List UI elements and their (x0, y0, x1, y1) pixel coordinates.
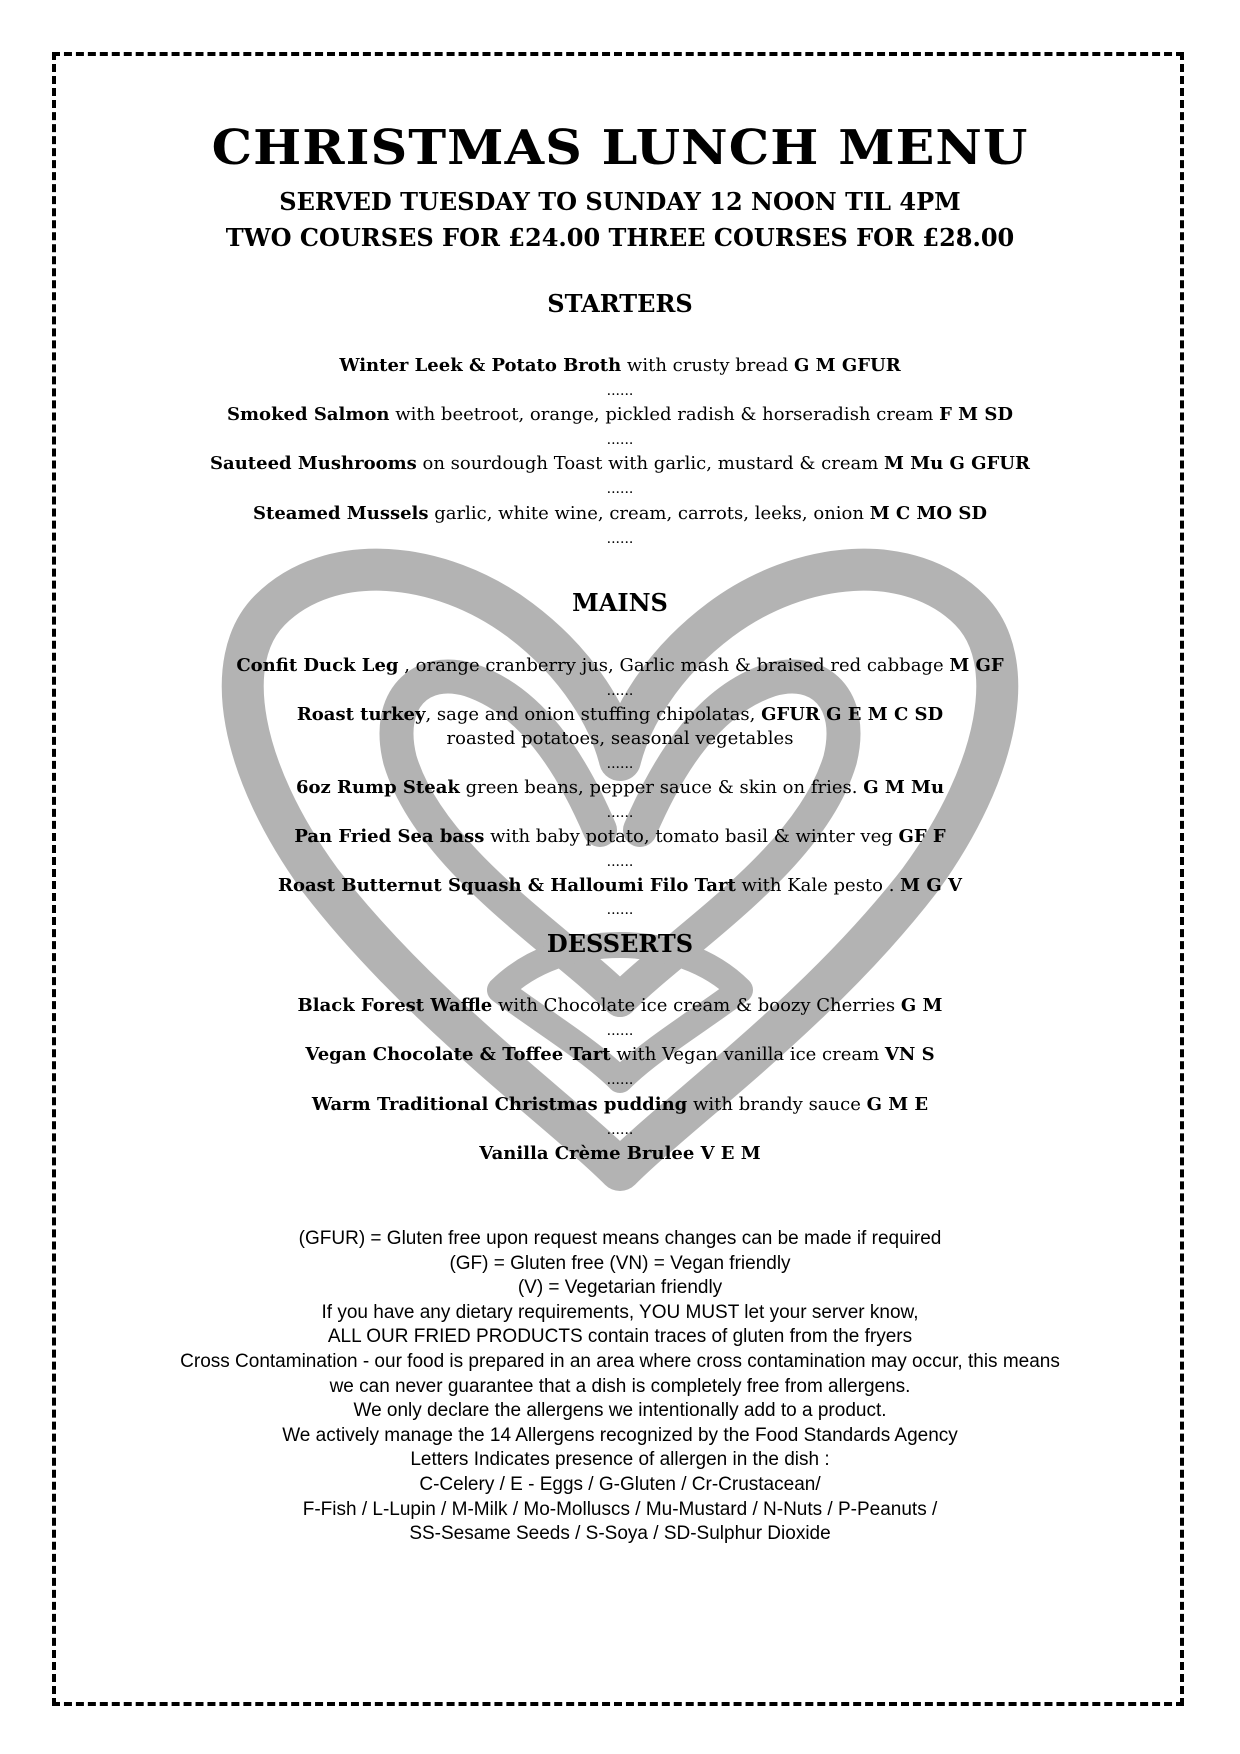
separator: ...... (606, 902, 634, 918)
separator: ...... (606, 1072, 634, 1088)
menu-item (60, 776, 1180, 800)
note-line: (GF) = Gluten free (VN) = Vegan friendly (449, 1252, 791, 1274)
item-description: with baby potato, tomato basil & winter veg (484, 826, 899, 847)
menu-item (60, 1142, 1180, 1166)
allergen-codes: GF F (898, 826, 946, 847)
menu-item (60, 403, 1180, 427)
item-name: Vegan Chocolate & Toffee Tart (305, 1044, 611, 1065)
item-name: Warm Traditional Christmas pudding (311, 1094, 688, 1115)
menu-item (60, 502, 1180, 526)
item-description: with Kale pesto . (735, 875, 901, 896)
allergen-codes: VN S (884, 1044, 935, 1065)
note-line: SS-Sesame Seeds / S-Soya / SD-Sulphur Dioxide (409, 1523, 831, 1545)
item-name: Vanilla Crème Brulee V E M (479, 1143, 761, 1164)
item-description: with brandy sauce (687, 1094, 867, 1115)
served-times: SERVED TUESDAY TO SUNDAY 12 NOON TIL 4PM (279, 187, 961, 216)
allergen-codes: G M (900, 995, 943, 1016)
separator: ...... (606, 481, 634, 497)
menu-item (60, 703, 1180, 727)
item-description: green beans, pepper sauce & skin on fries. (459, 777, 864, 798)
item-name: Roast turkey (296, 704, 426, 725)
note-line: Cross Contamination - our food is prepared in an area where cross contamination may occur, this means (180, 1350, 1060, 1372)
allergen-codes: F M SD (939, 404, 1013, 425)
separator: ...... (606, 383, 634, 399)
item-description: with beetroot, orange, pickled radish & horseradish cream (389, 404, 940, 425)
separator: ...... (606, 683, 634, 699)
note-line: F-Fish / L-Lupin / M-Milk / Mo-Molluscs / Mu-Mustard / N-Nuts / P-Peanuts / (302, 1498, 938, 1520)
item-description: with crusty bread (621, 355, 795, 376)
menu-item (60, 654, 1180, 678)
separator: ...... (606, 854, 634, 870)
item-name: Winter Leek & Potato Broth (339, 355, 622, 376)
separator: ...... (606, 1023, 634, 1039)
menu-item (60, 994, 1180, 1018)
menu-item-continuation: roasted potatoes, seasonal vegetables (446, 728, 794, 749)
item-description: with Chocolate ice cream & boozy Cherries (492, 995, 901, 1016)
separator: ...... (606, 756, 634, 772)
note-line: If you have any dietary requirements, YOU MUST let your server know, (321, 1301, 919, 1323)
item-description: , sage and onion stuffing chipolatas, (425, 704, 762, 725)
allergen-codes: M Mu G GFUR (884, 453, 1030, 474)
separator: ...... (606, 1122, 634, 1138)
item-name: 6oz Rump Steak (295, 777, 460, 798)
item-name: Steamed Mussels (253, 503, 429, 524)
note-line: (GFUR) = Gluten free upon request means changes can be made if required (298, 1228, 942, 1249)
menu-item (60, 354, 1180, 378)
note-line: We only declare the allergens we intentionally add to a product. (353, 1400, 887, 1422)
menu-item (60, 1043, 1180, 1067)
course-prices: TWO COURSES FOR £24.00 THREE COURSES FOR £28.00 (225, 223, 1015, 252)
allergen-notes (60, 1227, 1180, 1547)
item-name: Confit Duck Leg (236, 655, 399, 676)
page-title: CHRISTMAS LUNCH MENU (211, 120, 1029, 176)
item-description: with Vegan vanilla ice cream (610, 1044, 885, 1065)
allergen-codes: M GF (949, 655, 1004, 676)
allergen-codes: GFUR G E M C SD (761, 704, 944, 725)
section-heading-desserts: DESSERTS (546, 929, 694, 958)
item-name: Pan Fried Sea bass (294, 826, 485, 847)
note-line: ALL OUR FRIED PRODUCTS contain traces of gluten from the fryers (327, 1326, 913, 1348)
item-name: Sauteed Mushrooms (210, 453, 417, 474)
separator: ...... (606, 531, 634, 547)
item-description: garlic, white wine, cream, carrots, leeks, onion (428, 503, 870, 524)
note-line: Letters Indicates presence of allergen in the dish : (410, 1449, 830, 1471)
allergen-codes: G M GFUR (794, 355, 901, 376)
separator: ...... (606, 432, 634, 448)
item-description: on sourdough Toast with garlic, mustard & cream (416, 453, 885, 474)
item-name: Roast Butternut Squash & Halloumi Filo Tart (278, 875, 736, 896)
item-name: Black Forest Waffle (297, 995, 493, 1016)
allergen-codes: G M E (866, 1094, 929, 1115)
menu-item (60, 825, 1180, 849)
allergen-codes: M G V (900, 875, 962, 896)
menu-item (60, 452, 1180, 476)
section-heading-starters: STARTERS (547, 289, 693, 318)
item-name: Smoked Salmon (227, 404, 390, 425)
allergen-codes: M C MO SD (869, 503, 987, 524)
menu-item (60, 1093, 1180, 1117)
note-line: C-Celery / E - Eggs / G-Gluten / Cr-Crustacean/ (419, 1473, 821, 1495)
note-line: (V) = Vegetarian friendly (517, 1277, 723, 1299)
note-line: We actively manage the 14 Allergens recognized by the Food Standards Agency (282, 1424, 958, 1446)
menu-item (60, 874, 1180, 898)
note-line: we can never guarantee that a dish is completely free from allergens. (329, 1375, 911, 1397)
allergen-codes: G M Mu (863, 777, 945, 798)
section-heading-mains: MAINS (572, 588, 668, 617)
separator: ...... (606, 805, 634, 821)
item-description: , orange cranberry jus, Garlic mash & braised red cabbage (398, 655, 950, 676)
